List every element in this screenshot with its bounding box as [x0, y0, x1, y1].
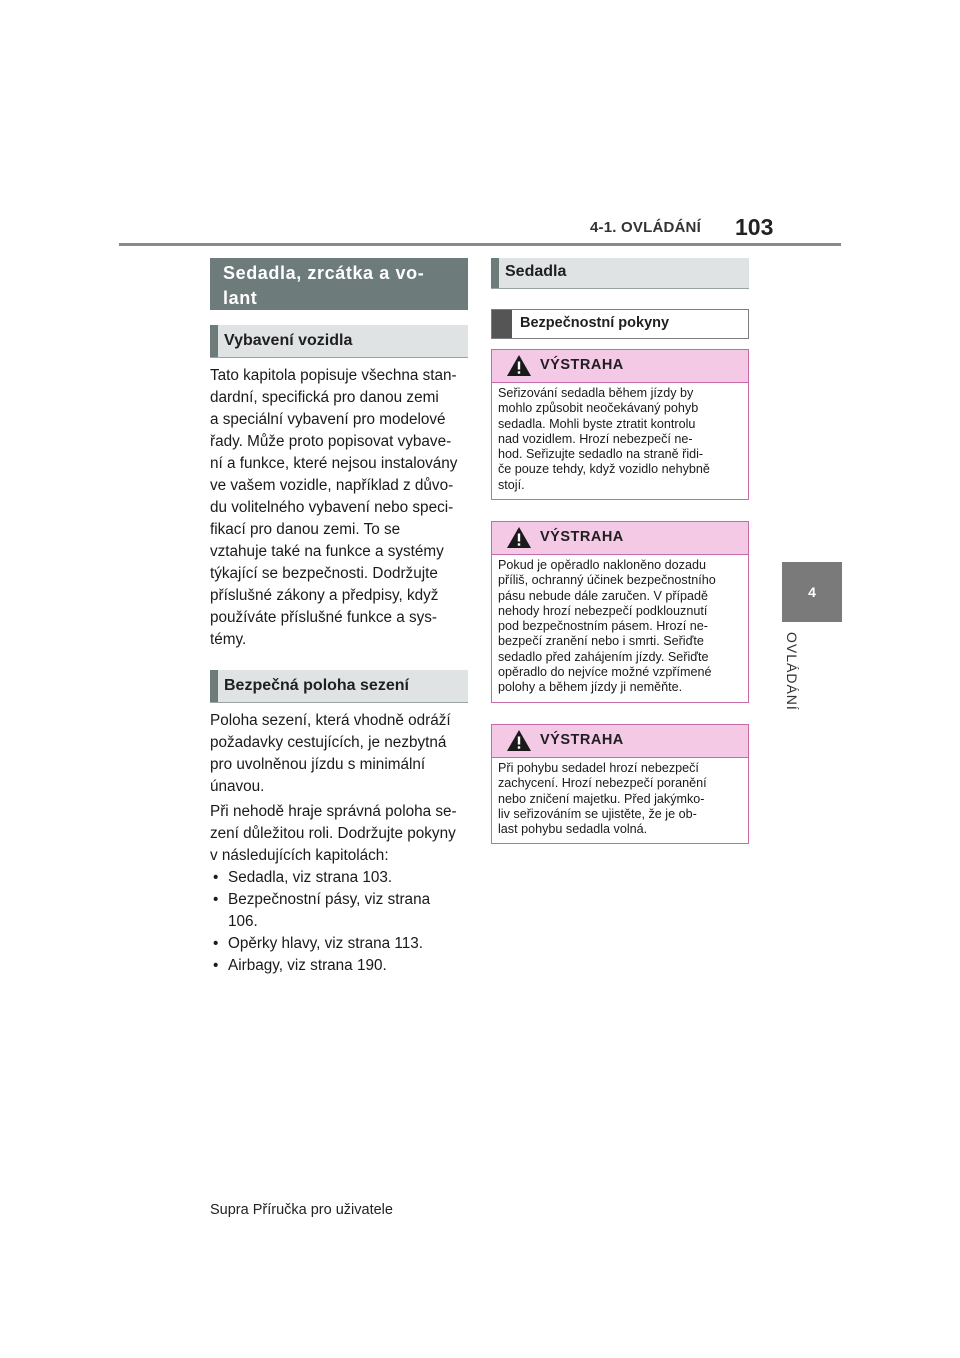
text-line: únavou.: [210, 778, 265, 795]
heading-accent-bar: [210, 325, 218, 357]
text-line: sedadla. Mohli byste ztratit kontrolu: [498, 416, 696, 431]
text-line: pro uvolněnou jízdu s minimální: [210, 756, 426, 773]
text-line: používáte příslušné funkce a sys-: [210, 609, 438, 626]
text-line: Pokud je opěradlo nakloněno dozadu: [498, 558, 706, 572]
text-line: Seřizování sedadla během jízdy by: [498, 386, 694, 400]
chapter-tab-label: [784, 632, 808, 732]
text-line: • Bezpečnostní pásy, viz strana: [228, 891, 431, 908]
text-line: bezpečí zranění nebo i smrti. Seřiďte: [498, 634, 704, 649]
seating-paragraph-1: [210, 710, 468, 798]
seats-heading-text: Sedadla: [505, 263, 567, 280]
warning-box: [491, 521, 749, 703]
text-line: příslušné zákony a předpisy, když: [210, 587, 439, 604]
page-footer: Supra Příručka pro uživatele: [210, 1202, 393, 1218]
text-line: opěradlo do nejvíce možné vzpřímené: [498, 665, 712, 680]
warning-body: [492, 758, 748, 843]
chapter-title: [210, 258, 468, 310]
text-line: příliš, ochranný účinek bezpečnostního: [498, 573, 716, 588]
text-line: 106.: [228, 913, 258, 930]
list-item: [210, 933, 468, 955]
safety-subheading-text: Bezpečnostní pokyny: [520, 315, 670, 331]
text-line: vztahuje také na funkce a systémy: [210, 543, 444, 560]
warning-box: [491, 349, 749, 500]
warning-header: [492, 725, 748, 758]
text-line: nehody hrozí nebezpečí podklouznutí: [498, 603, 708, 618]
text-line: last pohybu sedadla volná.: [498, 822, 648, 837]
seats-heading: [491, 258, 749, 289]
text-line: polohy a během jízdy ji neměňte.: [498, 680, 683, 695]
warning-triangle-icon: [506, 729, 532, 752]
text-line: pod bezpečnostním pásem. Hrozí ne-: [498, 619, 709, 634]
chapter-tab: 4: [782, 562, 842, 622]
text-line: dardní, specifická pro danou zemi: [210, 389, 439, 406]
chapter-title-line: lant: [223, 288, 258, 308]
text-line: • Opěrky hlavy, viz strana 113.: [228, 935, 423, 952]
text-line: nebo zničení majetku. Před jakýmko-: [498, 791, 705, 806]
warning-title: VÝSTRAHA: [540, 529, 624, 545]
text-line: Při nehodě hraje správná poloha se-: [210, 803, 457, 820]
page-number: 103: [735, 214, 774, 240]
text-line: • Sedadla, viz strana 103.: [228, 869, 393, 886]
running-header-section: 4-1. OVLÁDÁNÍ: [590, 219, 701, 236]
header-rule: [119, 243, 841, 246]
text-line: zachycení. Hrozí nebezpečí poranění: [498, 776, 707, 791]
text-line: Při pohybu sedadel hrozí nebezpečí: [498, 761, 699, 775]
heading-accent-bar: [491, 258, 499, 288]
list-item: [210, 955, 468, 977]
text-line: nad vozidlem. Hrozí nebezpečí ne-: [498, 431, 693, 446]
text-line: zení důležitou roli. Dodržujte pokyny: [210, 825, 456, 842]
seating-heading-text: Bezpečná poloha sezení: [224, 677, 409, 694]
chapter-reference-list: [210, 867, 468, 977]
safety-subheading: [491, 309, 749, 339]
warning-header: [492, 522, 748, 555]
text-line: du volitelného vybavení nebo speci-: [210, 499, 454, 516]
equipment-paragraph: [210, 365, 468, 651]
text-line: fikací pro danou zemi. To se: [210, 521, 401, 538]
warning-triangle-icon: [506, 354, 532, 377]
heading-accent-bar: [210, 670, 218, 702]
equipment-heading-text: Vybavení vozidla: [224, 332, 353, 349]
text-line: Poloha sezení, která vhodně odráží: [210, 712, 451, 729]
text-line: mohlo způsobit neočekávaný pohyb: [498, 401, 699, 416]
warning-header: [492, 350, 748, 383]
text-line: a speciální vybavení pro modelové: [210, 411, 446, 428]
warning-title: VÝSTRAHA: [540, 357, 624, 373]
text-line: če pouze tehdy, když vozidlo nehybně: [498, 462, 710, 477]
text-line: požadavky cestujících, je nezbytná: [210, 734, 447, 751]
text-line: pásu nebude dále zaručen. V případě: [498, 588, 709, 603]
warning-title: VÝSTRAHA: [540, 732, 624, 748]
text-line: ve vašem vozidle, například z důvo-: [210, 477, 454, 494]
warning-body: [492, 555, 748, 702]
chapter-tab-label-text: OVLÁDÁNÍ: [784, 632, 800, 711]
equipment-heading: [210, 325, 468, 358]
text-line: Tato kapitola popisuje všechna stan-: [210, 367, 457, 384]
warning-box: [491, 724, 749, 844]
chapter-title-line: Sedadla, zrcátka a vo-: [223, 263, 425, 283]
subheading-marker: [492, 310, 512, 338]
list-item: [210, 889, 468, 933]
text-line: liv seřizováním se ujistěte, že je ob-: [498, 806, 697, 821]
text-line: hod. Seřizujte sedadlo na straně řidi-: [498, 447, 704, 462]
text-line: v následujících kapitolách:: [210, 847, 389, 864]
list-item: [210, 867, 468, 889]
text-line: • Airbagy, viz strana 190.: [228, 957, 387, 974]
text-line: týkající se bezpečnosti. Dodržujte: [210, 565, 438, 582]
warning-body: [492, 383, 748, 499]
text-line: ní a funkce, které nejsou instalovány: [210, 455, 458, 472]
warning-triangle-icon: [506, 526, 532, 549]
text-line: stojí.: [498, 477, 525, 492]
seating-paragraph-2: [210, 801, 468, 867]
text-line: řady. Může proto popisovat vybave-: [210, 433, 452, 450]
seating-heading: [210, 670, 468, 703]
text-line: témy.: [210, 631, 247, 648]
text-line: sedadlo před zahájením jízdy. Seřiďte: [498, 649, 709, 664]
